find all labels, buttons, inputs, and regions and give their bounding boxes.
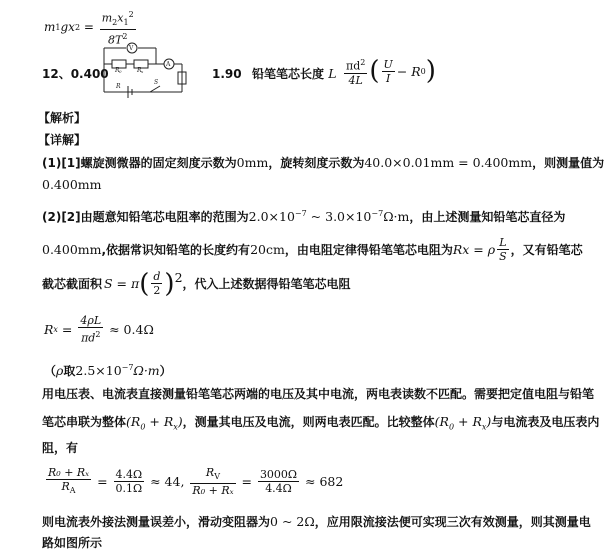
rx-formula: R x = $\frac{4\rho L}{\pi d^2}$ ≈ 0.4Ω	[44, 314, 154, 345]
answer-formula: $\frac{\pi d^2}{4L}$ ( $\frac{U}{I}$ − R 0 )	[346, 56, 436, 87]
answer-label: 铅笔笔芯长度 L	[252, 66, 337, 81]
paragraph-4-line1: 则电流表外接法测量误差小，滑动变阻器为0 ~ 2Ω，应用限流接法便可实现三次有效测量，则其测量电	[42, 514, 591, 529]
svg-text:A: A	[166, 61, 171, 68]
svg-text:x: x	[141, 69, 144, 74]
paragraph-3-line1: 用电压表、电流表直接测量铅笔笔芯两端的电压及其中电流，两电表读数不匹配。需要把定值电阻与铅笔	[42, 387, 595, 401]
paragraph-4-line2: 路如图所示	[42, 536, 103, 550]
heading-xiangjie: 【详解】	[38, 133, 87, 147]
top-formula-fraction: $\frac{m_2x_1^2}{8T^2}$	[101, 10, 134, 47]
paragraph-1: (1)[1]螺旋测微器的固定刻度示数为0mm，旋转刻度示数为40.0×0.01mm = 0.400mm，则测量值为	[42, 155, 604, 170]
paragraph-2: (2)[2]由题意知铅笔芯电阻率的范围为$2.0\times 10^{-7}$ ~ $3.0\times 10^{-7}\Omega\cdot m$，由上述测量知铅笔芯直径为	[42, 209, 566, 225]
top-formula-lhs: m	[44, 20, 56, 35]
compare-formula: $\frac{\text{R₀ + Rₓ}}{R_A}$ = $\frac{4.4\Omega}{0.1\Omega}$ ≈ 44, $\frac{R_V}{\text{R₀ + Rₓ}}$ = $\frac{3000\Omega}{4.4\Omega}$ ≈ 682	[48, 466, 344, 498]
paragraph-2-line2: 0.400mm ,依据常识知铅笔的长度约有 20cm ，由电阻定律得铅笔笔芯电阻为 R x = ρ $\frac{L}{S}$ ，又有铅笔芯	[42, 236, 583, 263]
svg-text:R: R	[137, 67, 142, 74]
svg-text:R: R	[116, 83, 121, 90]
paragraph-3-line3: 阻，有	[42, 441, 79, 455]
paragraph-2-line3: 截芯截面积 S = π ( $\frac{d}{2}$ ) 2 ，代入上述数据得铅笔笔芯电阻	[42, 268, 351, 299]
rho-note: （ρ取$2.5\times 10^{-7}\Omega\cdot m$）	[44, 363, 172, 379]
svg-text:R: R	[115, 67, 120, 74]
answer-number: 12、0.400	[42, 67, 109, 81]
svg-text:0: 0	[119, 69, 122, 74]
svg-text:S: S	[154, 79, 159, 86]
top-formula: m 1 gx 2 = $\frac{m_2x_1^2}{8T^2}$	[44, 10, 134, 47]
heading-jiexi: 【解析】	[38, 111, 87, 125]
svg-text:V: V	[129, 45, 134, 52]
paragraph-3-line2: 笔芯串联为整体$(R_0 + R_x)$，测量其电压及电流，则两电表匹配。比较整体$(R_0 + R_x)$与电流表及电压表内	[42, 414, 600, 432]
circuit-diagram	[98, 42, 190, 100]
paragraph-1-cont: 0.400mm	[42, 177, 102, 192]
answer-190: 1.90	[212, 67, 242, 81]
